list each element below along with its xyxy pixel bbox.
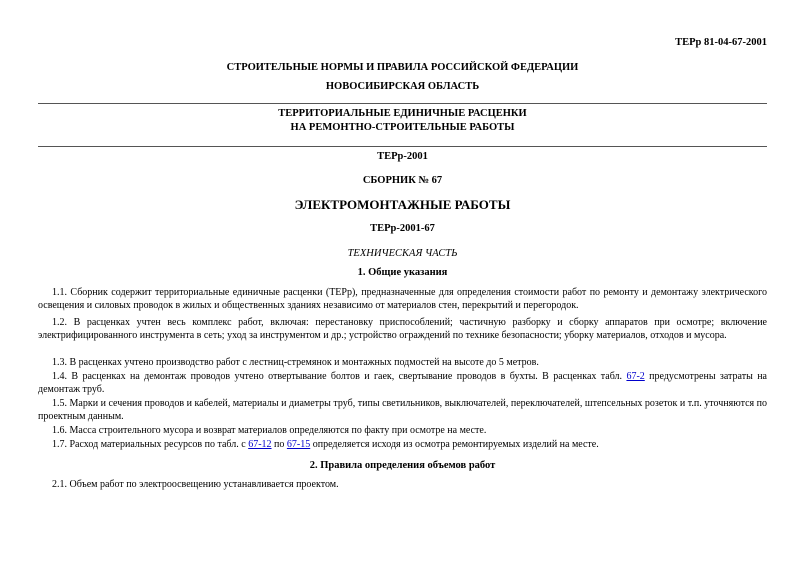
section-2-heading: 2. Правила определения объемов работ: [309, 460, 496, 471]
title-line-1: ТЕРРИТОРИАЛЬНЫЕ ЕДИНИЧНЫЕ РАСЦЕНКИ: [278, 108, 527, 119]
collection-heading: СБОРНИК № 67: [362, 175, 443, 186]
paragraph-1-7-text-a: 1.7. Расход материальных ресурсов по табл. с: [52, 439, 249, 450]
paragraph-1-4: [38, 370, 767, 396]
org-heading: СТРОИТЕЛЬНЫЕ НОРМЫ И ПРАВИЛА РОССИЙСКОЙ ФЕДЕРАЦИИ: [226, 62, 579, 73]
paragraph-1-3: 1.3. В расценках учтено производство работ с лестниц-стремянок и монтажных подмостей на высоте до 5 метров.: [52, 357, 539, 368]
paragraph-1-5: 1.5. Марки и сечения проводов и кабелей, материалы и диаметры труб, типы светильников, выключателей, переключателей, штепсельных розеток и т.п. уточняются по проектным данным.: [38, 398, 767, 422]
divider-top: [38, 103, 767, 104]
paragraph-1-4-text-a: 1.4. В расценках на демонтаж проводов учтено отвертывание болтов и гаек, свертывание проводов в бухты. В расценках табл.: [52, 371, 627, 382]
main-title: ЭЛЕКТРОМОНТАЖНЫЕ РАБОТЫ: [294, 197, 511, 212]
link-table-67-15[interactable]: 67-15: [286, 439, 311, 450]
document-code: ТЕРр 81-04-67-2001: [675, 37, 767, 48]
paragraph-1-6: 1.6. Масса строительного мусора и возврат материалов определяются по факту при осмотре на месте.: [52, 425, 487, 436]
paragraph-1-4-text-b: предусмотрены затраты на демонтаж труб.: [38, 371, 767, 395]
paragraph-1-7-text-b: определяется исходя из осмотра ремонтируемых изделий на месте.: [310, 439, 599, 450]
region-heading: НОВОСИБИРСКАЯ ОБЛАСТЬ: [325, 81, 480, 92]
divider-bottom: [38, 146, 767, 147]
tech-part-heading: ТЕХНИЧЕСКАЯ ЧАСТЬ: [347, 248, 458, 259]
paragraph-1-2: 1.2. В расценках учтен весь комплекс работ, включая: перестановку приспособлений; частичную разборку и сборку аппаратов при осмотре; включение электрифицированного инструмента в сеть; уход за инструментом и др.; устройство ограждений по технике безопасности; уборку материалов, отходов и мусора.: [38, 317, 767, 341]
link-table-67-2[interactable]: 67-2: [626, 371, 645, 382]
title-line-2: НА РЕМОНТНО-СТРОИТЕЛЬНЫЕ РАБОТЫ: [290, 122, 515, 133]
paragraph-2-1: 2.1. Объем работ по электроосвещению устанавливается проектом.: [52, 479, 339, 490]
terr-code-heading: ТЕРр-2001: [377, 151, 428, 162]
paragraph-1-7: [38, 438, 767, 451]
paragraph-1-1: 1.1. Сборник содержит территориальные единичные расценки (ТЕРр), предназначенные для определения стоимости работ по ремонту и демонтажу электрического освещения и силовых проводок в жилых и общественных зданиях независимо от материалов стен, перекрытий и перегородок.: [38, 287, 767, 311]
link-table-67-12[interactable]: 67-12: [248, 439, 272, 450]
terr67-heading: ТЕРр-2001-67: [370, 223, 435, 234]
section-1-heading: 1. Общие указания: [357, 267, 448, 278]
paragraph-1-7-text-mid: по: [271, 439, 287, 450]
